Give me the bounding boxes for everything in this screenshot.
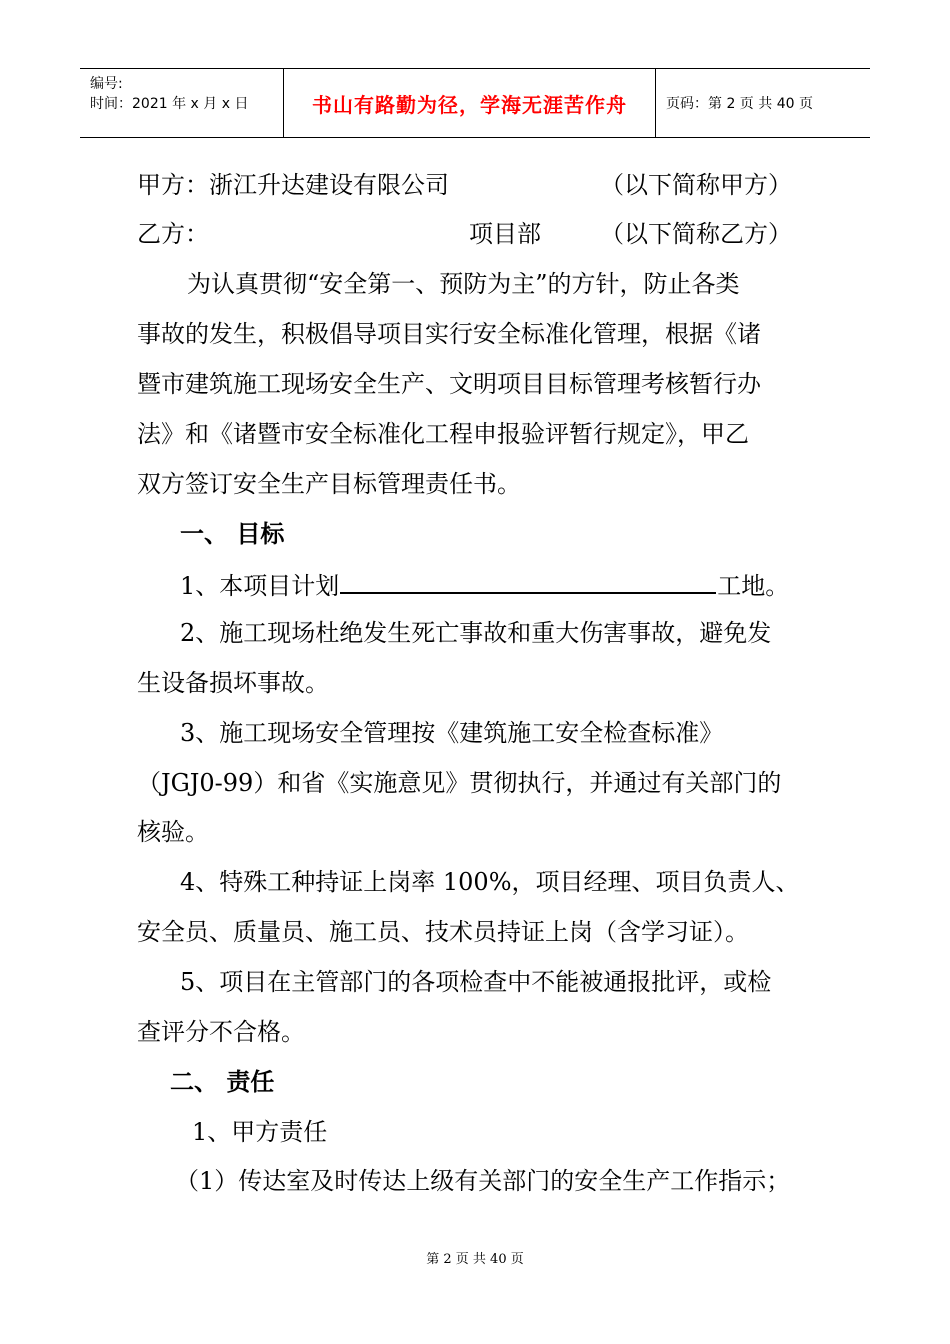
intro-line-1: 为认真贯彻“安全第一、预防为主”的方针，防止各类 [187,270,740,298]
party-b-note: （以下简称乙方） [600,220,792,248]
goal-item-5-line-1: 5、项目在主管部门的各项检查中不能被通报批评，或检 [180,968,772,996]
page-info: 页码：第 2 页 共 40 页 [666,96,813,112]
intro-line-3: 暨市建筑施工现场安全生产、文明项目目标管理考核暂行办 [137,370,761,398]
goal-item-5-line-2: 查评分不合格。 [137,1018,305,1046]
party-b-dept: 项目部 [469,220,541,248]
goal-item-1 [180,568,789,601]
header-middle-cell [284,69,656,137]
intro-line-4: 法》和《诸暨市安全标准化工程申报验评暂行规定》，甲乙 [137,420,749,448]
party-a: 甲方：浙江升达建设有限公司 [137,171,449,199]
goal-item-2-line-1: 2、施工现场杜绝发生死亡事故和重大伤害事故，避免发 [180,619,772,647]
page-footer: 第 2 页 共 40 页 [426,1252,524,1267]
code-label: 编号: [90,76,123,92]
goal-item-1-prefix: 1、本项目计划 [180,572,340,600]
date-label: 时间：2021 年 x 月 x 日 [90,96,249,112]
section-2-heading: 二、 责任 [170,1067,275,1096]
responsibility-sub-1: 1、甲方责任 [192,1118,328,1146]
header-motto: 书山有路勤为径，学海无涯苦作舟 [312,92,627,117]
responsibility-item-1: （1）传达室及时传达上级有关部门的安全生产工作指示； [175,1167,791,1195]
document-header [80,68,870,138]
header-left-cell [80,69,284,137]
intro-line-2: 事故的发生，积极倡导项目实行安全标准化管理，根据《诸 [137,320,761,348]
goal-item-4-line-2: 安全员、质量员、施工员、技术员持证上岗（含学习证）。 [137,918,749,946]
header-right-cell [656,69,870,137]
goal-item-3-line-1: 3、施工现场安全管理按《建筑施工安全检查标准》 [180,719,724,747]
party-b: 乙方： [137,220,209,248]
goal-item-3-line-3: 核验。 [137,818,209,846]
goal-item-1-suffix: 工地。 [717,572,790,600]
goal-item-3-line-2: （JGJ0-99）和省《实施意见》贯彻执行，并通过有关部门的 [137,769,782,797]
section-1-heading: 一、 目标 [180,519,285,548]
party-a-note: （以下简称甲方） [600,171,792,199]
goal-item-4-line-1: 4、特殊工种持证上岗率 100%，项目经理、项目负责人、 [180,868,800,896]
party-a-line [137,170,449,200]
site-name-blank [340,568,716,594]
goal-item-2-line-2: 生设备损坏事故。 [137,669,329,697]
intro-line-5: 双方签订安全生产目标管理责任书。 [137,470,521,498]
